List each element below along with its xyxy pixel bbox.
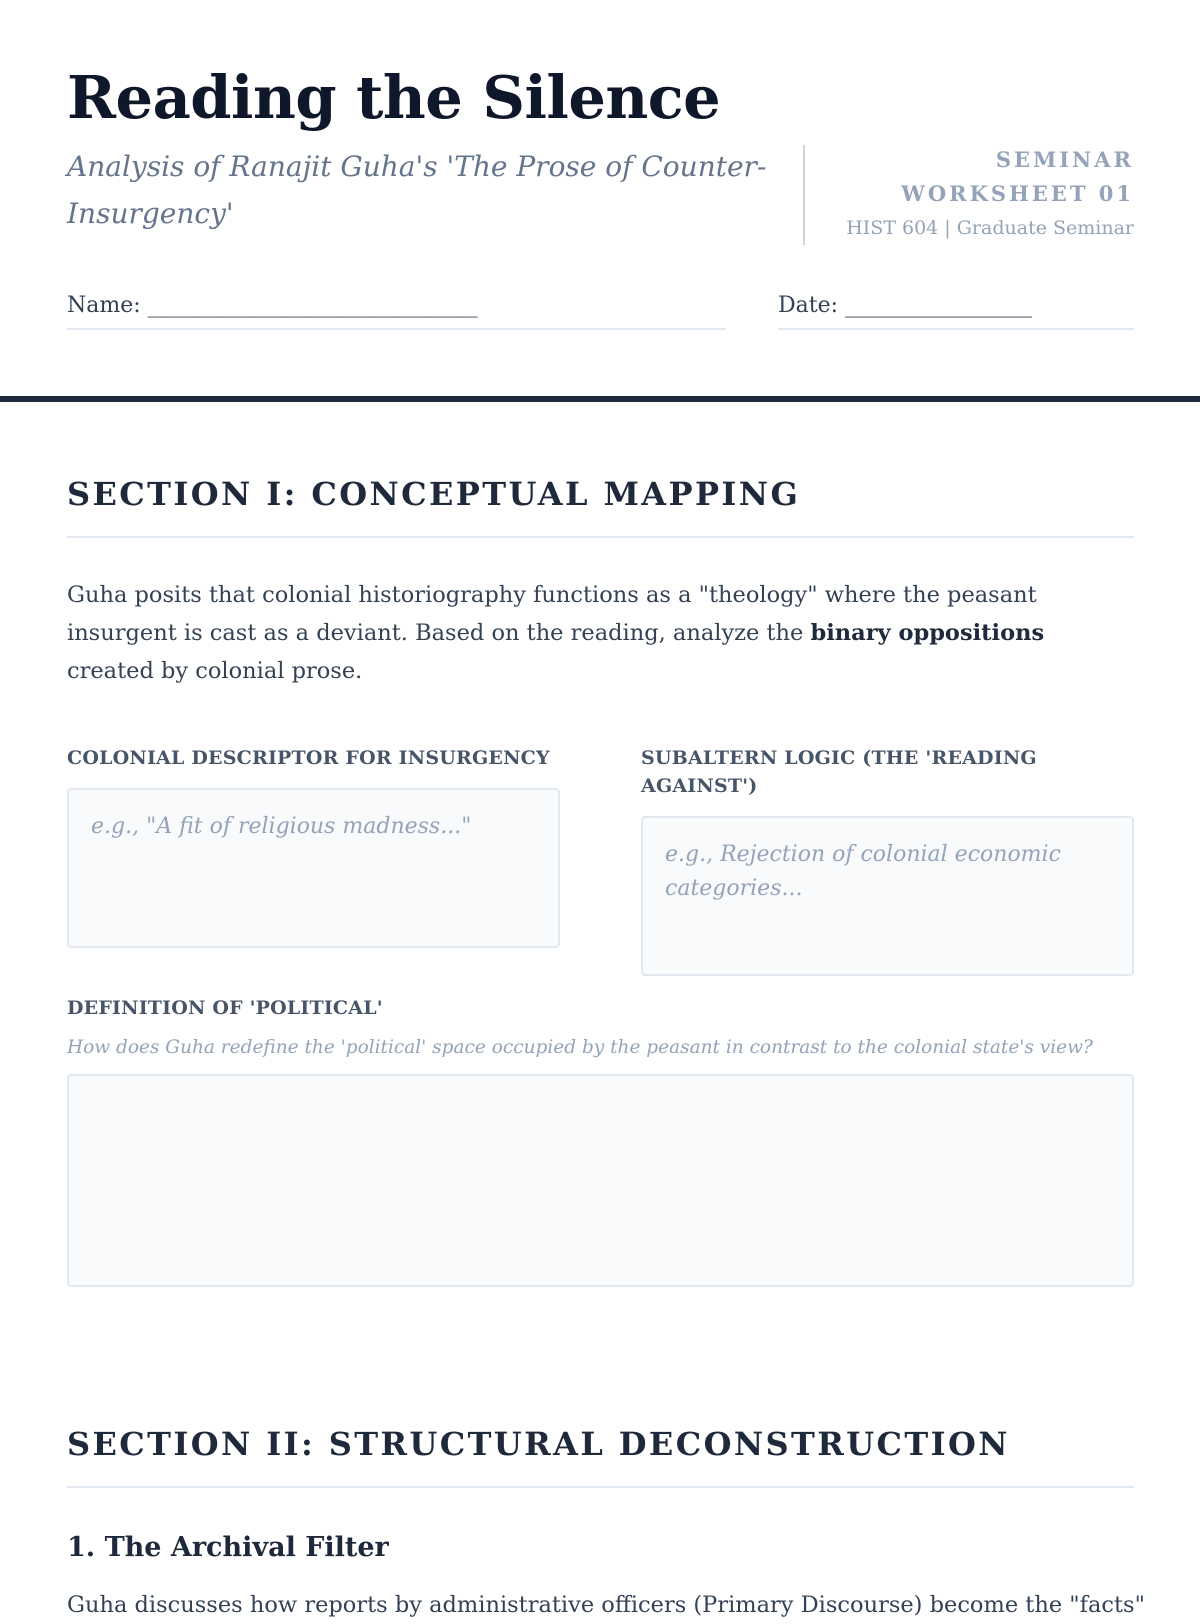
definition-help-text: How does Guha redefine the 'political' space occupied by the peasant in contrast to the colonial state's view? [67,1037,1093,1058]
worksheet-header [67,63,1134,253]
intro-text-end: created by colonial prose. [67,658,363,684]
section-structural-deconstruction [67,1420,1145,1624]
subsection-heading: 1. The Archival Filter [67,1532,389,1563]
definition-block [67,994,1134,1291]
subaltern-logic-label: SUBALTERN LOGIC (THE 'READING AGAINST') [641,747,1037,797]
course-label: HIST 604 | Graduate Seminar [846,216,1134,239]
definition-label: DEFINITION OF 'POLITICAL' [67,997,383,1019]
meta-divider [803,145,805,245]
subaltern-logic-input[interactable] [641,816,1134,976]
meta-block [834,143,1134,243]
intro-emphasis: binary oppositions [810,620,1045,646]
intro-text: Guha posits that colonial historiography functions as a "theology" where the peasant insurgent is cast as a deviant. Based on the reading, analyze the [67,582,1037,646]
colonial-descriptor-column [67,744,560,952]
date-field[interactable]: Date: _________________ [778,288,1134,330]
section-intro [67,576,1134,690]
page-subtitle: Analysis of Ranajit Guha's 'The Prose of Counter-Insurgency' [67,149,767,230]
section-text: Guha discusses how reports by administrative officers (Primary Discourse) become the "facts" [67,1592,1145,1618]
subaltern-logic-column [641,744,1134,980]
page-title: Reading the Silence [67,63,721,132]
section-heading: SECTION II: STRUCTURAL DECONSTRUCTION [67,1420,1134,1488]
definition-input[interactable] [67,1074,1134,1287]
student-fields [67,288,1134,332]
worksheet-label: SEMINAR WORKSHEET 01 [901,146,1134,206]
colonial-descriptor-input[interactable] [67,788,560,948]
header-divider [0,396,1200,402]
colonial-descriptor-label: COLONIAL DESCRIPTOR FOR INSURGENCY [67,747,550,769]
name-field[interactable]: Name: ______________________________ [67,288,726,330]
section-heading: SECTION I: CONCEPTUAL MAPPING [67,470,1134,538]
section-conceptual-mapping [67,470,1134,1291]
subtitle-row [67,143,1134,253]
comparison-columns [67,744,1134,944]
